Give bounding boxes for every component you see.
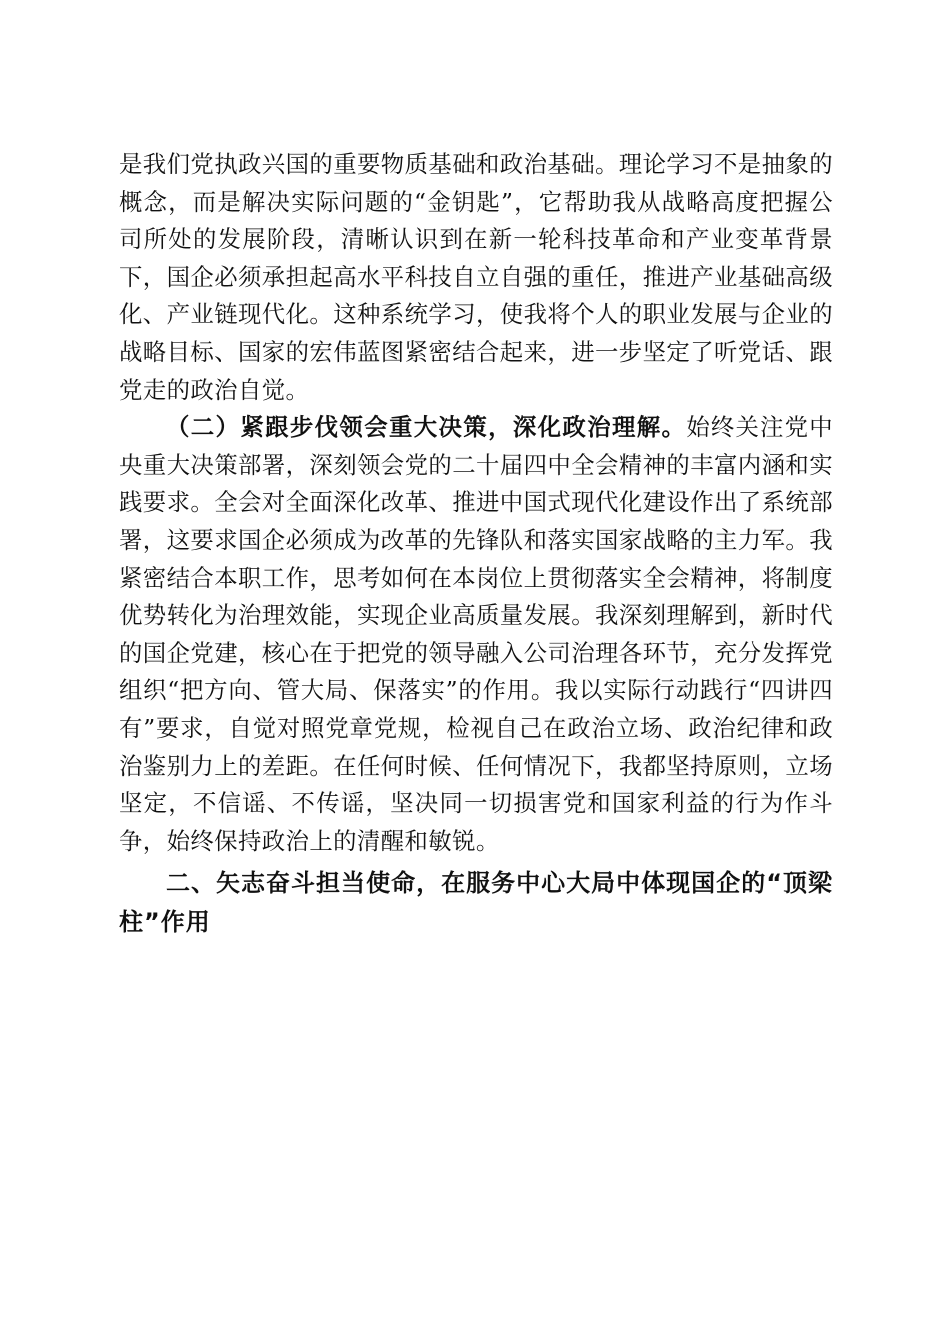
subsection-heading: （二）紧跟步伐领会重大决策，深化政治理解。 (166, 413, 687, 442)
paragraph-continued (119, 146, 833, 409)
paragraph-text: 是我们党执政兴国的重要物质基础和政治基础。理论学习不是抽象的概念，而是解决实际问题的“金钥匙”，它帮助我从战略高度把握公司所处的发展阶段，清晰认识到在新一轮科技革命和产业变革背景下，国企必须承担起高水平科技自立自强的重任，推进产业基础高级化、产业链现代化。这种系统学习，使我将个人的职业发展与企业的战略目标、国家的宏伟蓝图紧密结合起来，进一步坚定了听党话、跟党走的政治自觉。 (119, 150, 833, 404)
paragraph-subsection-2 (119, 409, 833, 860)
paragraph-text: 始终关注党中央重大决策部署，深刻领会党的二十届四中全会精神的丰富内涵和实践要求。全会对全面深化改革、推进中国式现代化建设作出了系统部署，这要求国企必须成为改革的先锋队和落实国家战略的主力军。我紧密结合本职工作，思考如何在本岗位上贯彻落实全会精神，将制度优势转化为治理效能，实现企业高质量发展。我深刻理解到，新时代的国企党建，核心在于把党的领导融入公司治理各环节，充分发挥党组织“把方向、管大局、保落实”的作用。我以实际行动践行“四讲四有”要求，自觉对照党章党规，检视自己在政治立场、政治纪律和政治鉴别力上的差距。在任何时候、任何情况下，我都坚持原则，立场坚定，不信谣、不传谣，坚决同一切损害党和国家利益的行为作斗争，始终保持政治上的清醒和敏锐。 (119, 413, 833, 855)
section-heading: 二、矢志奋斗担当使命，在服务中心大局中体现国企的“顶梁柱”作用 (119, 869, 833, 937)
document-body (119, 146, 833, 942)
